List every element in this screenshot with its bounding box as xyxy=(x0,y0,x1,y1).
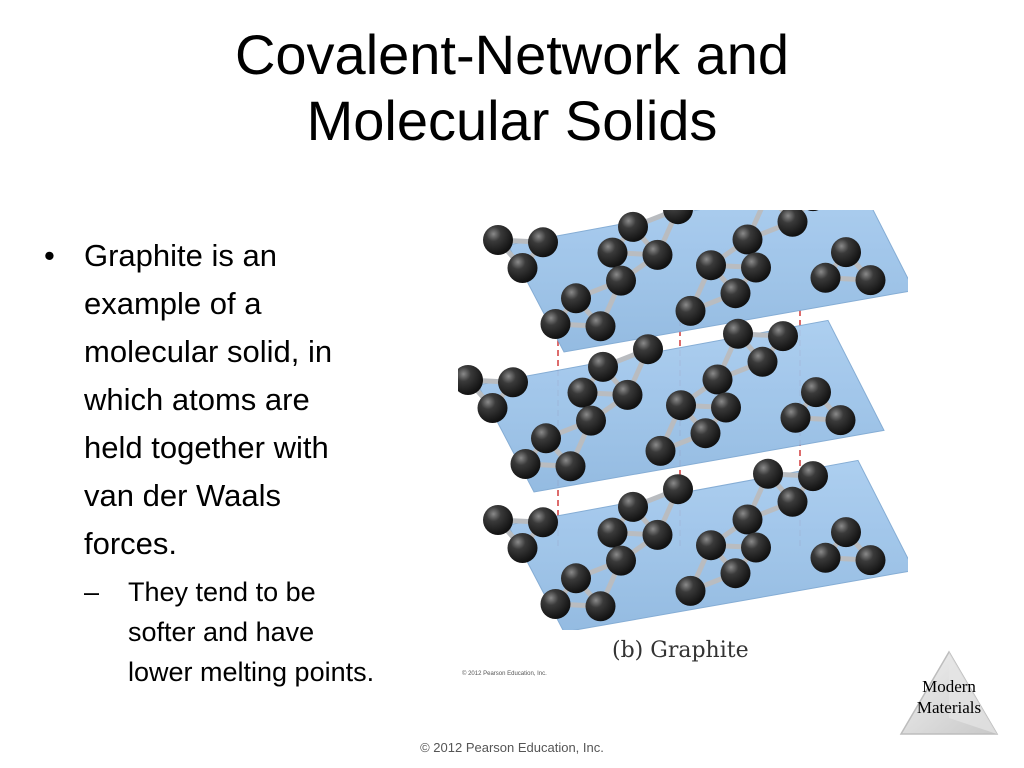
title-line-2: Molecular Solids xyxy=(306,89,718,152)
carbon-atom xyxy=(561,283,591,313)
carbon-atom xyxy=(568,378,598,408)
carbon-atom xyxy=(606,266,636,296)
carbon-atom xyxy=(733,505,763,535)
bullet-marker: • xyxy=(44,238,55,273)
carbon-atom xyxy=(598,518,628,548)
carbon-atom xyxy=(663,474,693,504)
sub-bullet-list xyxy=(44,572,464,692)
carbon-atom xyxy=(696,530,726,560)
bullet-item xyxy=(44,232,464,568)
carbon-atom xyxy=(811,263,841,293)
carbon-atom xyxy=(531,423,561,453)
carbon-atom xyxy=(741,533,771,563)
sub-bullet-line-2: softer and have xyxy=(128,617,315,647)
carbon-atom xyxy=(711,393,741,423)
bullet-line-7: forces. xyxy=(84,526,178,561)
carbon-atom xyxy=(511,449,541,479)
carbon-atom xyxy=(666,390,696,420)
carbon-atom xyxy=(811,543,841,573)
bullet-line-1: Graphite is an xyxy=(84,238,277,273)
carbon-atom xyxy=(478,393,508,423)
graphite-structure-image xyxy=(458,210,908,630)
badge-label-line-2: Materials xyxy=(916,698,982,717)
carbon-atom xyxy=(723,319,753,349)
carbon-atom xyxy=(691,418,721,448)
graphite-layer xyxy=(483,210,908,352)
carbon-atom xyxy=(768,321,798,351)
carbon-atom xyxy=(586,591,616,621)
carbon-atom xyxy=(561,563,591,593)
badge-label-line-1: Modern xyxy=(922,677,976,696)
carbon-atom xyxy=(618,212,648,242)
carbon-atom xyxy=(598,238,628,268)
carbon-atom xyxy=(483,225,513,255)
carbon-atom xyxy=(618,492,648,522)
carbon-atom xyxy=(856,265,886,295)
copyright-footer: © 2012 Pearson Education, Inc. xyxy=(420,740,604,755)
carbon-atom xyxy=(646,436,676,466)
bullet-list xyxy=(44,232,464,692)
carbon-atom xyxy=(556,451,586,481)
badge-label xyxy=(897,676,1001,718)
slide-title xyxy=(0,22,1024,154)
carbon-atom xyxy=(831,517,861,547)
carbon-atom xyxy=(528,507,558,537)
carbon-atom xyxy=(721,278,751,308)
carbon-atom xyxy=(508,533,538,563)
sub-bullet-item xyxy=(84,572,464,692)
carbon-atom xyxy=(721,558,751,588)
carbon-atom xyxy=(633,334,663,364)
carbon-atom xyxy=(703,365,733,395)
carbon-atom xyxy=(676,576,706,606)
carbon-atom xyxy=(613,380,643,410)
carbon-atom xyxy=(856,545,886,575)
carbon-atom xyxy=(586,311,616,341)
graphite-figure xyxy=(458,210,908,685)
carbon-atom xyxy=(748,347,778,377)
carbon-atom xyxy=(741,253,771,283)
sub-bullet-marker: – xyxy=(84,577,100,607)
carbon-atom xyxy=(826,405,856,435)
carbon-atom xyxy=(498,367,528,397)
carbon-atom xyxy=(781,403,811,433)
carbon-atom xyxy=(483,505,513,535)
carbon-atom xyxy=(643,240,673,270)
carbon-atom xyxy=(576,406,606,436)
carbon-atom xyxy=(831,237,861,267)
carbon-atom xyxy=(541,589,571,619)
title-line-1: Covalent-Network and xyxy=(234,23,790,86)
carbon-atom xyxy=(753,459,783,489)
carbon-atom xyxy=(508,253,538,283)
carbon-atom xyxy=(801,377,831,407)
figure-caption: (b) Graphite xyxy=(612,638,749,663)
carbon-atom xyxy=(588,352,618,382)
carbon-atom xyxy=(696,250,726,280)
bullet-line-3: molecular solid, in xyxy=(84,334,333,369)
carbon-atom xyxy=(778,487,808,517)
bullet-line-2: example of a xyxy=(84,286,262,321)
bullet-line-6: van der Waals xyxy=(84,478,281,513)
bullet-line-5: held together with xyxy=(84,430,329,465)
figure-credit: © 2012 Pearson Education, Inc. xyxy=(462,671,547,677)
sub-bullet-line-3: lower melting points. xyxy=(128,657,375,687)
carbon-atom xyxy=(606,546,636,576)
bullet-line-4: which atoms are xyxy=(84,382,310,417)
carbon-atom xyxy=(541,309,571,339)
carbon-atom xyxy=(733,225,763,255)
carbon-atom xyxy=(676,296,706,326)
sub-bullet-line-1: They tend to be xyxy=(128,577,316,607)
carbon-atom xyxy=(528,227,558,257)
carbon-atom xyxy=(643,520,673,550)
carbon-atom xyxy=(798,461,828,491)
